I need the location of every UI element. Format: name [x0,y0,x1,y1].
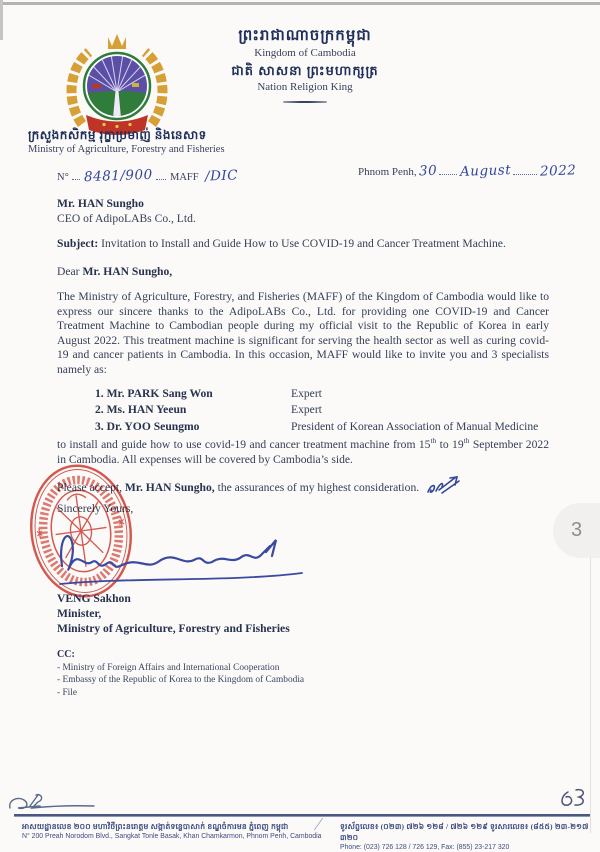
recipient-title: CEO of AdipoLABs Co., Ltd. [57,211,196,225]
list-item [95,419,550,435]
signer-title-2: Ministry of Agriculture, Forestry and Fisheries [57,622,290,635]
subject-label: Subject: [57,237,99,250]
reference-number-handwritten: 8481/900 [83,166,153,186]
valediction: Sincerely Yours, [57,502,134,515]
list-item [95,386,550,402]
ministry-letterhead [28,128,225,157]
specialist-name: 2. Ms. HAN Yeeun [95,403,187,417]
date-month-handwritten: August [460,162,512,180]
handwritten-initial-mark [426,475,462,502]
cc-block [57,649,549,699]
date-line [358,163,577,179]
cc-label: CC: [57,649,75,660]
salutation-name: Mr. HAN Sungho, [82,265,173,278]
footer-address-khmer: អាសយដ្ឋានលេខ ២០០ មហាវិថីព្រះនរោត្តម សង្កាត់ទន្លេបាសាក់ ខណ្ឌចំការមន ភ្នំពេញ កម្ពុជា [22,822,289,831]
specialists-list [95,386,550,435]
reference-number-line [57,168,238,184]
signer-name: VENG Sakhon [57,592,131,605]
ordinal-superscript: th [430,436,437,446]
date-place-printed: Phnom Penh, [358,166,417,178]
footer-contact [340,821,590,852]
salutation-prefix: Dear [57,265,83,278]
page-indicator-badge[interactable]: 3 [553,503,600,558]
footer-divider [14,814,590,817]
minister-signature [52,520,314,596]
closing-prefix: Please accept, [57,480,125,494]
reference-prefix: N° [57,172,69,183]
date-day-handwritten: 30 [419,162,438,180]
ministry-name-english: Ministry of Agriculture, Forestry and Fisheries [28,144,225,155]
reference-suffix-handwritten: /DIC [204,167,239,185]
salutation [57,265,549,280]
scan-edge-left [0,0,3,40]
closing-suffix: the assurances of my highest consideration. [214,480,420,494]
footer-address [22,821,327,842]
page-edge-line [590,557,591,833]
subject-line [57,237,549,252]
footer-phone-khmer: ទូរស័ព្ទលេខ៖ (០២៣) ៧២៦ ១២៨ / ៧២៦ ១២៩ ទូរសារលេខ៖ (៨៥៥) ២៣-២១៧ ៣២០ [340,822,589,842]
closing-name: Mr. HAN Sungho, [124,480,215,494]
date-year-handwritten: 2022 [539,162,577,180]
recipient-block [57,197,549,226]
dotted-leader [156,168,166,180]
header-divider [283,101,327,103]
paragraph-text: to 19 [436,438,464,451]
dotted-leader [513,163,537,175]
signer-title-1: Minister, [57,607,102,620]
kingdom-title-english: Kingdom of Cambodia [254,47,356,59]
royal-header [150,26,460,103]
subject-text: Invitation to Install and Guide How to Use COVID-19 and Cancer Treatment Machine. [98,237,506,250]
signer-block [57,591,549,636]
cc-item: - Embassy of the Republic of Korea to the Kingdom of Cambodia [57,675,305,686]
body-paragraph-1: The Ministry of Agriculture, Forestry, and Fisheries (MAFF) of the Kingdom of Cambodia would like to express our sincere thanks to the AdipoLABs Co., Ltd. for providing one COVID-19 and Cancer Treatment Machine to Cambodian people during my official visit to the Republic of Korea in early August 2022. This treatment machine is significant for serving the health sector as well as curing covid-19 and cancer patients in Cambodia. In this occasion, MAFF would like to invite you and 3 specialists namely as: [57,290,549,376]
specialist-role: President of Korean Association of Manual Medicine [291,419,539,433]
reference-org: MAFF [169,172,199,183]
kingdom-title-khmer: ព្រះរាជាណាចក្រកម្ពុជា [238,28,372,44]
ordinal-superscript: th [463,436,470,446]
paragraph-text: to install and guide how to use covid-19 and cancer treatment machine from 15 [57,438,431,451]
dotted-leader [439,163,457,175]
cc-item: - File [57,687,78,698]
list-item [95,402,550,418]
specialist-role: Expert [291,387,322,400]
specialist-name: 1. Mr. PARK Sang Won [95,387,213,400]
specialist-role: Expert [291,403,322,417]
specialist-name: 3. Dr. YOO Seungmo [95,419,200,433]
cc-item: - Ministry of Foreign Affairs and International Cooperation [57,662,280,673]
footer-phone-english: Phone: (023) 726 128 / 726 129, Fax: (855) 23-217 320 [340,844,510,851]
recipient-name: Mr. HAN Sungho [57,197,144,210]
paragraph-text: September 2022 in Cambodia. All expenses will be covered by Cambodia’s side. [57,438,549,466]
motto-english: Nation Religion King [257,81,353,93]
footer-address-english: N° 200 Preah Norodom Blvd., Sangkat Tonle Basak, Khan Chamkarmon, Phnom Penh, Cambodia [22,833,322,840]
scan-edge-top [0,2,600,5]
motto-khmer: ជាតិ សាសនា ព្រះមហាក្សត្រ [231,63,379,78]
ministry-name-khmer: ក្រសួងកសិកម្ម រុក្ខាប្រមាញ់ និងនេសាទ [28,128,207,142]
dotted-leader [72,168,80,180]
